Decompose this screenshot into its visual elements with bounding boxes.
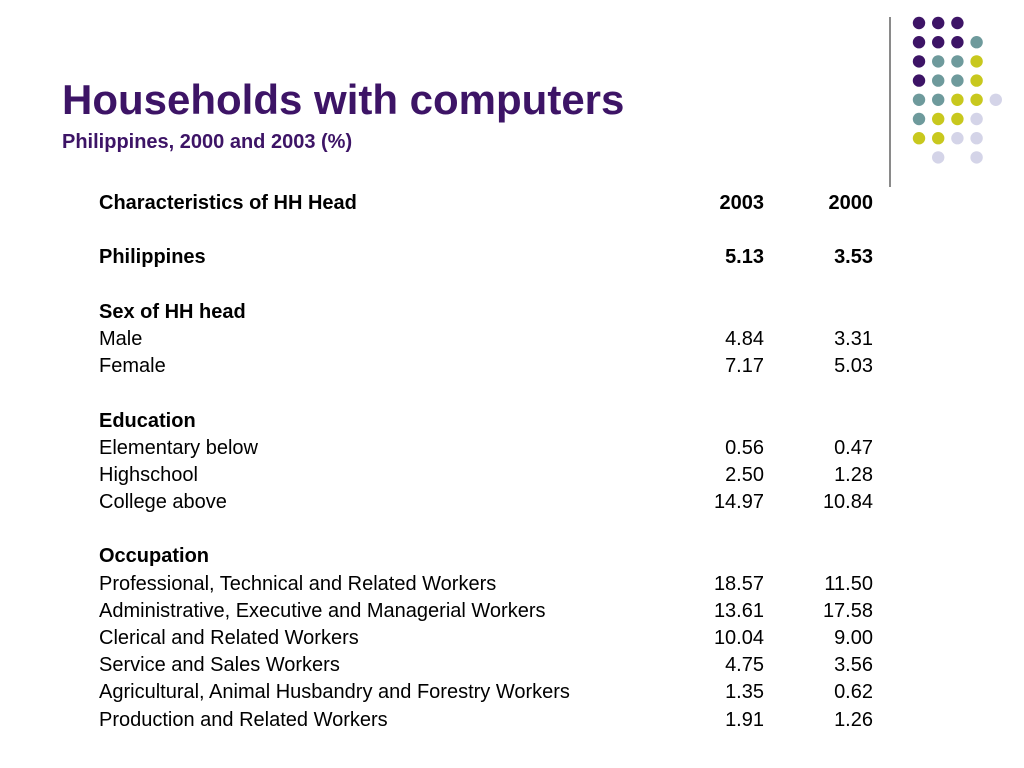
slide-title: Households with computers xyxy=(62,76,625,123)
header-2000: 2000 xyxy=(828,192,873,214)
row-label: College above xyxy=(99,491,227,514)
decorative-dot xyxy=(970,132,982,144)
row-value-2000: 10.84 xyxy=(822,491,873,514)
row-label: Agricultural, Animal Husbandry and Forestry Workers xyxy=(99,681,570,704)
slide-subtitle: Philippines, 2000 and 2003 (%) xyxy=(62,131,353,153)
households-table xyxy=(99,190,875,734)
row-value-2003: 0.56 xyxy=(725,436,764,459)
section-heading xyxy=(99,543,875,570)
row-value-2003: 14.97 xyxy=(713,491,764,514)
row-value-2003: 4.84 xyxy=(725,327,764,350)
decorative-dot xyxy=(913,94,925,106)
spacer xyxy=(99,272,875,299)
row-label: Professional, Technical and Related Workers xyxy=(99,572,497,595)
decorative-dot xyxy=(932,113,944,125)
spacer xyxy=(99,217,875,244)
decorative-dot xyxy=(970,151,982,163)
row-value-2000: 1.26 xyxy=(834,708,873,731)
section-heading-label: Sex of HH head xyxy=(99,300,246,323)
table-row xyxy=(99,625,875,652)
table-row xyxy=(99,598,875,625)
table-header-row xyxy=(99,190,875,217)
decorative-dot xyxy=(970,74,982,86)
row-value-2000: 9.00 xyxy=(834,627,873,649)
row-label: Production and Related Workers xyxy=(99,708,388,731)
row-value-2000: 17.58 xyxy=(822,599,873,622)
table-row xyxy=(99,435,875,462)
decorative-dot xyxy=(970,36,982,48)
row-label: Service and Sales Workers xyxy=(99,654,340,677)
section-heading xyxy=(99,408,875,435)
spacer xyxy=(99,516,875,543)
decorative-dot xyxy=(970,113,982,125)
decorative-dot xyxy=(990,94,1002,106)
row-value-2000: 3.31 xyxy=(834,327,873,350)
row-value-2000: 0.47 xyxy=(834,436,873,459)
total-2000: 3.53 xyxy=(834,246,873,269)
decorative-dot xyxy=(913,55,925,67)
decorative-dot xyxy=(951,132,963,144)
decorative-dot xyxy=(970,94,982,106)
row-value-2003: 4.75 xyxy=(725,654,764,677)
decorative-dot xyxy=(951,36,963,48)
decorative-dot xyxy=(932,74,944,86)
row-label: Male xyxy=(99,327,143,350)
row-value-2003: 13.61 xyxy=(713,599,764,622)
row-value-2000: 5.03 xyxy=(834,355,873,378)
section-heading xyxy=(99,299,875,326)
header-characteristics: Characteristics of HH Head xyxy=(99,192,357,214)
row-value-2003: 18.57 xyxy=(713,572,764,595)
table-row xyxy=(99,326,875,353)
total-label: Philippines xyxy=(99,246,206,269)
decorative-dot xyxy=(932,151,944,163)
decorative-dot xyxy=(913,113,925,125)
row-label: Female xyxy=(99,355,166,378)
decorative-dot xyxy=(932,55,944,67)
decorative-dot xyxy=(951,94,963,106)
row-label: Elementary below xyxy=(99,436,258,459)
decorative-dot xyxy=(951,74,963,86)
table-row xyxy=(99,679,875,706)
total-2003: 5.13 xyxy=(725,246,764,269)
spacer xyxy=(99,380,875,407)
row-value-2003: 1.91 xyxy=(725,708,764,731)
decorative-dot xyxy=(913,74,925,86)
row-value-2003: 2.50 xyxy=(725,463,764,486)
table-row xyxy=(99,707,875,734)
table-row xyxy=(99,489,875,516)
decorative-dot xyxy=(913,17,925,29)
row-value-2000: 0.62 xyxy=(834,681,873,704)
row-value-2003: 10.04 xyxy=(713,627,764,649)
row-label: Highschool xyxy=(99,463,198,486)
row-label: Clerical and Related Workers xyxy=(99,627,359,649)
decorative-dot xyxy=(951,113,963,125)
decorative-dot xyxy=(932,36,944,48)
row-value-2000: 1.28 xyxy=(834,463,873,486)
decorative-dot xyxy=(932,94,944,106)
row-value-2000: 11.50 xyxy=(824,572,873,595)
total-row xyxy=(99,244,875,271)
decorative-dot xyxy=(913,36,925,48)
table-row xyxy=(99,571,875,598)
decorative-dot xyxy=(951,17,963,29)
section-heading-label: Education xyxy=(99,409,196,432)
decorative-dot xyxy=(932,17,944,29)
section-heading-label: Occupation xyxy=(99,545,210,568)
table-row xyxy=(99,462,875,489)
row-value-2000: 3.56 xyxy=(834,654,873,677)
row-value-2003: 7.17 xyxy=(725,355,764,378)
decorative-dot xyxy=(970,55,982,67)
decorative-dot xyxy=(951,55,963,67)
header-2003: 2003 xyxy=(719,192,764,214)
decorative-dot xyxy=(913,132,925,144)
table-row xyxy=(99,353,875,380)
table-row xyxy=(99,652,875,679)
decorative-dot-grid xyxy=(0,0,1024,200)
row-label: Administrative, Executive and Managerial Workers xyxy=(99,599,546,622)
decorative-dot xyxy=(932,132,944,144)
row-value-2003: 1.35 xyxy=(725,681,764,704)
